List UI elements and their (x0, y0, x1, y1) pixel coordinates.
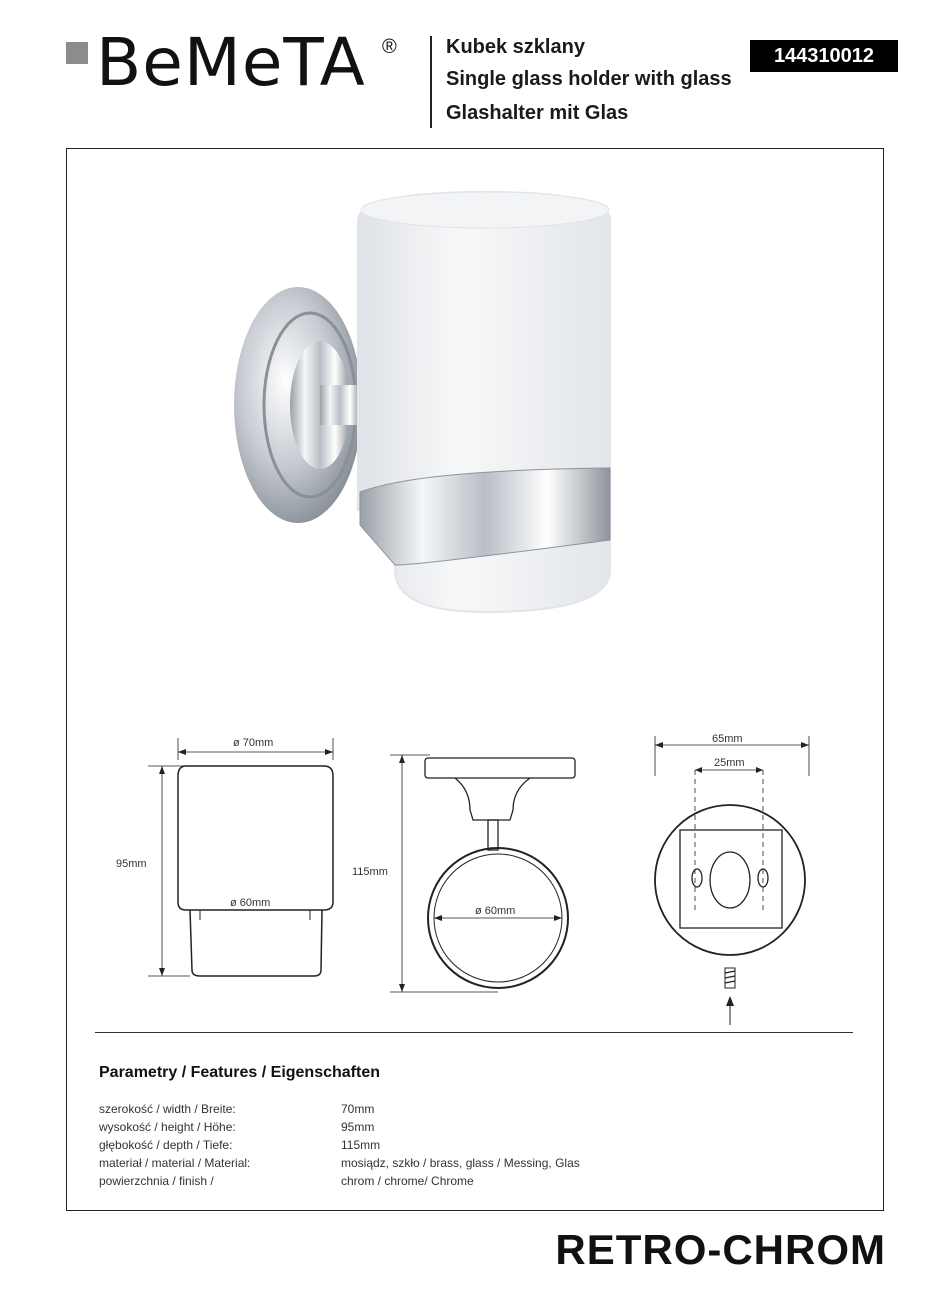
features-title: Parametry / Features / Eigenschaften (99, 1064, 380, 1081)
header-divider (430, 36, 432, 128)
section-divider (95, 1032, 853, 1033)
title-german: Glashalter mit Glas (446, 102, 629, 124)
spec-label: szerokość / width / Breite: (99, 1102, 236, 1116)
spec-value: 115mm (341, 1138, 381, 1152)
series-name: RETRO-CHROM (555, 1226, 886, 1273)
dim-hole-spacing: 25mm (714, 757, 745, 769)
logo-square-icon (66, 42, 88, 64)
dim-glass-height: 95mm (116, 858, 147, 870)
brand-logo (66, 24, 416, 101)
spec-row-depth (99, 1138, 799, 1156)
brand-name: BeMeTA (96, 24, 366, 101)
dim-side-height: 115mm (352, 866, 388, 878)
glass-drawing (148, 738, 333, 976)
registered-mark: ® (382, 36, 397, 58)
technical-drawings (90, 720, 850, 1030)
spec-value: mosiądz, szkło / brass, glass / Messing, Glas (341, 1156, 580, 1170)
spec-value: 70mm (341, 1102, 375, 1116)
title-polish: Kubek szklany (446, 36, 585, 58)
dim-glass-diameter-top: ø 70mm (233, 737, 274, 749)
dim-ring-diameter: ø 60mm (475, 905, 516, 917)
spec-row-finish (99, 1174, 799, 1192)
spec-row-height (99, 1120, 799, 1138)
spec-row-width (99, 1102, 799, 1120)
side-drawing (390, 755, 575, 992)
spec-value: chrom / chrome/ Chrome (341, 1174, 474, 1188)
spec-label: głębokość / depth / Tiefe: (99, 1138, 233, 1152)
spec-value: 95mm (341, 1120, 375, 1134)
spec-label: wysokość / height / Höhe: (99, 1120, 236, 1134)
dim-mount-width: 65mm (712, 733, 743, 745)
spec-label: materiał / material / Material: (99, 1156, 251, 1170)
spec-row-material (99, 1156, 799, 1174)
product-code: 144310012 (750, 40, 898, 72)
product-photo (220, 180, 630, 630)
dim-glass-diameter-bottom: ø 60mm (230, 897, 271, 909)
spec-label: powierzchnia / finish / (99, 1174, 214, 1188)
title-english: Single glass holder with glass (446, 68, 732, 90)
mount-drawing (655, 736, 809, 1025)
